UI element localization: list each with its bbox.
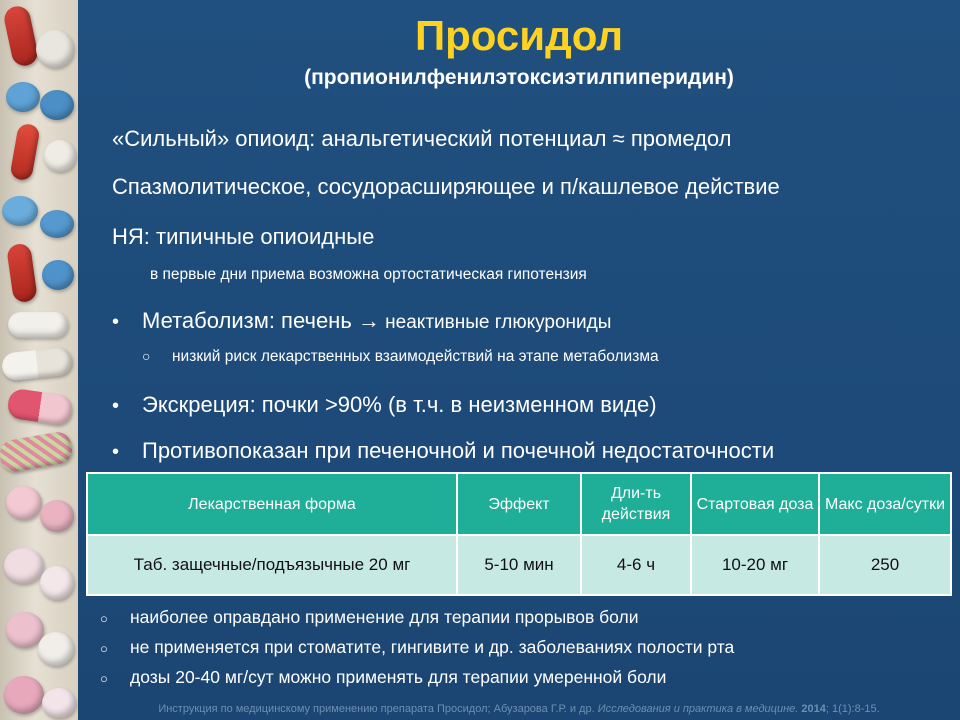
pill-icon <box>38 632 74 666</box>
note-text: наиболее оправдано применение для терапии прорывов боли <box>130 607 639 627</box>
footer-text: Инструкция по медицинскому применению препарата Просидол; Абузарова Г.Р. и др. <box>158 703 595 715</box>
notes-list <box>100 603 734 693</box>
pill-icon <box>1 346 74 381</box>
cell-start-dose: 10-20 мг <box>691 535 819 595</box>
pill-icon <box>0 430 74 474</box>
list-item <box>100 603 734 633</box>
pill-icon <box>6 82 40 112</box>
bullet-icon: • <box>112 441 120 463</box>
excretion-text: Экскреция: почки >90% (в т.ч. в неизменном виде) <box>142 392 657 417</box>
table-row <box>87 535 951 595</box>
pill-icon <box>4 676 44 714</box>
footer-year: 2014 <box>801 703 826 715</box>
metabolism-main: Метаболизм: печень → <box>142 308 380 333</box>
bullet-icon: • <box>112 395 120 417</box>
pill-icon <box>44 140 76 172</box>
header-start-dose: Стартовая доза <box>691 473 819 535</box>
cell-effect: 5-10 мин <box>457 535 581 595</box>
note-text: не применяется при стоматите, гингивите и др. заболеваниях полости рта <box>130 637 735 657</box>
slide-subtitle: (пропионилфенилэтоксиэтилпиперидин) <box>304 66 734 89</box>
list-item <box>100 663 734 693</box>
footer-citation <box>78 702 960 716</box>
cell-form: Таб. защечные/подъязычные 20 мг <box>87 535 457 595</box>
adverse-note: в первые дни приема возможна ортостатическая гипотензия <box>150 266 587 283</box>
adverse-line: НЯ: типичные опиоидные <box>112 224 375 249</box>
pill-icon <box>40 500 74 532</box>
cell-duration: 4-6 ч <box>581 535 691 595</box>
pill-icon <box>6 388 74 427</box>
pill-icon <box>36 30 74 68</box>
header-duration: Дли-ть действия <box>581 473 691 535</box>
pill-icon <box>40 210 74 238</box>
circle-bullet-icon: ○ <box>100 671 108 686</box>
pill-icon <box>6 243 38 304</box>
circle-bullet-icon: ○ <box>100 641 108 656</box>
excretion-bullet <box>112 390 657 420</box>
metabolism-bullet <box>112 306 611 337</box>
footer-journal: Исследования и практика в медицине. <box>597 703 799 715</box>
cell-max-dose: 250 <box>819 535 951 595</box>
pill-icon <box>6 486 42 520</box>
effects-line: Спазмолитическое, сосудорасширяющее и п/кашлевое действие <box>112 174 780 199</box>
pill-icon <box>42 688 76 718</box>
pill-decoration-strip <box>0 0 78 720</box>
pill-icon <box>42 260 74 290</box>
contraindication-text: Противопоказан при печеночной и почечной недостаточности <box>142 438 775 463</box>
note-text: дозы 20-40 мг/сут можно применять для терапии умеренной боли <box>130 667 667 687</box>
bullet-icon: • <box>112 311 120 333</box>
contraindication-bullet <box>112 436 774 466</box>
circle-bullet-icon: ○ <box>100 611 108 626</box>
circle-bullet-icon: ○ <box>142 348 151 364</box>
pill-icon <box>2 196 38 226</box>
header-max-dose: Макс доза/сутки <box>819 473 951 535</box>
header-form: Лекарственная форма <box>87 473 457 535</box>
pill-icon <box>40 566 74 600</box>
metabolism-sub-bullet <box>142 346 659 368</box>
pill-icon <box>40 90 74 120</box>
pill-icon <box>9 123 40 182</box>
pill-icon <box>4 548 44 584</box>
pill-icon <box>8 312 68 338</box>
metabolism-rest: неактивные глюкурониды <box>379 312 612 333</box>
table-header-row <box>87 473 951 535</box>
slide-title: Просидол <box>414 12 624 59</box>
pill-icon <box>2 4 40 68</box>
metabolism-sub-text: низкий риск лекарственных взаимодействий на этапе метаболизма <box>172 348 659 365</box>
list-item <box>100 633 734 663</box>
footer-ref: ; 1(1):8-15. <box>825 703 880 715</box>
potency-line: «Сильный» опиоид: анальгетический потенциал ≈ промедол <box>112 126 732 151</box>
header-effect: Эффект <box>457 473 581 535</box>
dosage-table <box>86 472 952 596</box>
